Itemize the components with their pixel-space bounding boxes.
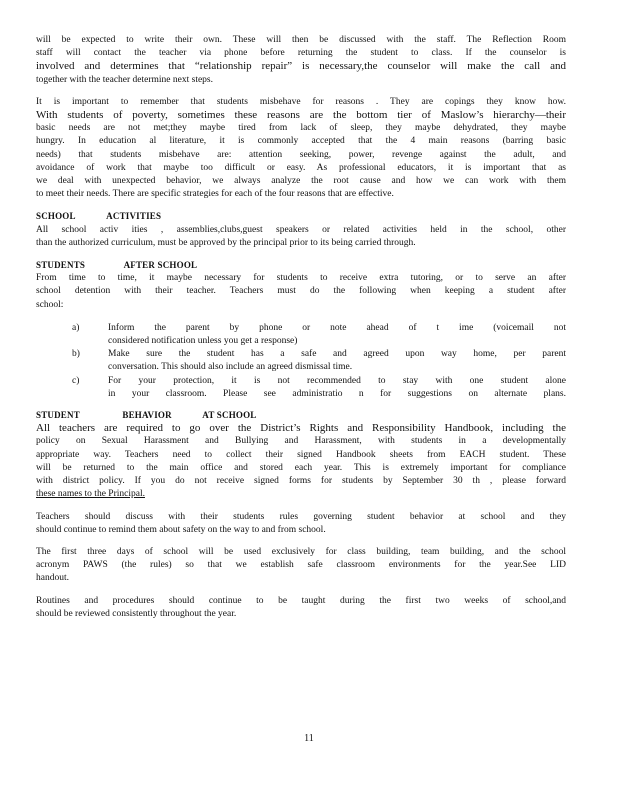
text-line: All teachers are required to go over the District’s Rights and Responsibility Handbook, including the bbox=[36, 422, 566, 435]
text-line: school: bbox=[36, 299, 64, 310]
text-line: will be expected to write their own. These will then be discussed with the staff. The Reflection Room bbox=[36, 35, 566, 45]
text-line: Routines and procedures should continue to be taught during the first two weeks of school,and bbox=[36, 595, 566, 606]
page-number: 11 bbox=[304, 733, 314, 744]
list-marker: a) bbox=[72, 322, 80, 333]
text-line: avoidance of work that maybe too difficult or easy. As professional educators, it is important that as bbox=[36, 162, 566, 173]
after-school-list bbox=[36, 322, 566, 401]
list-item bbox=[36, 375, 566, 401]
text-line: basic needs are not met;they maybe tired from lack of sleep, they maybe dehydrated, they maybe bbox=[36, 123, 566, 134]
text-line: appropriate way. Teachers need to collect their signed Handbook sheets from EACH student. These bbox=[36, 449, 566, 460]
list-item bbox=[36, 348, 566, 374]
text-line: It is important to remember that students misbehave for reasons . They are copings they know how. bbox=[36, 96, 566, 107]
routines-paragraph bbox=[36, 595, 566, 621]
text-line: Make sure the student has a safe and agreed upon way home, per parent bbox=[108, 349, 566, 360]
text-line: in your classroom. Please see administratio n for suggestions on alternate plans. bbox=[108, 388, 566, 399]
text-line: hungry. In education al literature, it is commonly accepted that the 4 main reasons (barring basic bbox=[36, 136, 566, 147]
text-line: should be reviewed consistently throughout the year. bbox=[36, 608, 237, 619]
text-line: For your protection, it is not recommended to stay with one student alone bbox=[108, 375, 566, 386]
list-marker: b) bbox=[72, 349, 80, 360]
list-item bbox=[36, 322, 566, 348]
section-heading: STUDENT BEHAVIOR AT SCHOOL bbox=[36, 410, 257, 421]
document-page bbox=[36, 34, 566, 630]
text-line: staff will contact the teacher via phone before returning the student to class. If the counselor is bbox=[36, 48, 566, 59]
first-days-paragraph bbox=[36, 546, 566, 586]
list-marker: c) bbox=[72, 375, 80, 386]
text-line: handout. bbox=[36, 573, 69, 584]
discuss-paragraph bbox=[36, 511, 566, 537]
text-line: policy on Sexual Harassment and Bullying and Harassment, with students in a developmentally bbox=[36, 436, 566, 447]
after-school-section bbox=[36, 259, 566, 312]
text-line: The first three days of school will be used exclusively for class building, team building, and the school bbox=[36, 546, 566, 557]
school-activities-section bbox=[36, 210, 566, 250]
text-line: conversation. This should also include an agreed dismissal time. bbox=[108, 362, 353, 373]
text-line: we deal with unexpected behavior, we always analyze the root cause and how we can work with them bbox=[36, 176, 566, 187]
text-line: With students of poverty, sometimes these reasons are the bottom tier of Maslow’s hierarchy—their bbox=[36, 109, 566, 122]
text-line: than the authorized curriculum, must be approved by the principal prior to its being carried through. bbox=[36, 237, 416, 248]
text-line: acronym PAWS (the rules) so that we establish safe classroom environments for the year.See LID bbox=[36, 560, 566, 571]
text-line: needs) that students misbehave are: attention seeking, power, revenge against the adult, and bbox=[36, 149, 566, 160]
text-line: Inform the parent by phone or note ahead of t ime (voicemail not bbox=[108, 322, 566, 333]
text-line: should continue to remind them about safety on the way to and from school. bbox=[36, 524, 326, 535]
text-line: with district policy. If you do not receive signed forms for students by September 30 th , please forward bbox=[36, 476, 566, 487]
text-line: will be returned to the main office and stored each year. This is extremely important for compliance bbox=[36, 462, 566, 473]
text-line: school detention with their teacher. Teachers must do the following when keeping a student after bbox=[36, 286, 566, 297]
text-line: to meet their needs. There are specific strategies for each of the four reasons that are effective. bbox=[36, 189, 394, 200]
behavior-section bbox=[36, 409, 566, 501]
text-line: involved and determines that “relationship repair” is necessary,the counselor will make the call and bbox=[36, 60, 566, 73]
text-line: All school activ ities , assemblies,clubs,guest speakers or related activities held in the school, other bbox=[36, 224, 566, 235]
poverty-paragraph bbox=[36, 96, 566, 202]
text-line: considered notification unless you get a response) bbox=[108, 336, 298, 347]
text-line: From time to time, it maybe necessary for students to receive extra tutoring, or to serve an after bbox=[36, 273, 566, 284]
text-line: together with the teacher determine next steps. bbox=[36, 74, 214, 85]
intro-paragraph bbox=[36, 34, 566, 87]
section-heading: SCHOOL ACTIVITIES bbox=[36, 211, 162, 222]
section-heading: STUDENTS AFTER SCHOOL bbox=[36, 260, 198, 271]
text-line: Teachers should discuss with their students rules governing student behavior at school and they bbox=[36, 511, 566, 522]
underlined-text: these names to the Principal. bbox=[36, 489, 145, 500]
